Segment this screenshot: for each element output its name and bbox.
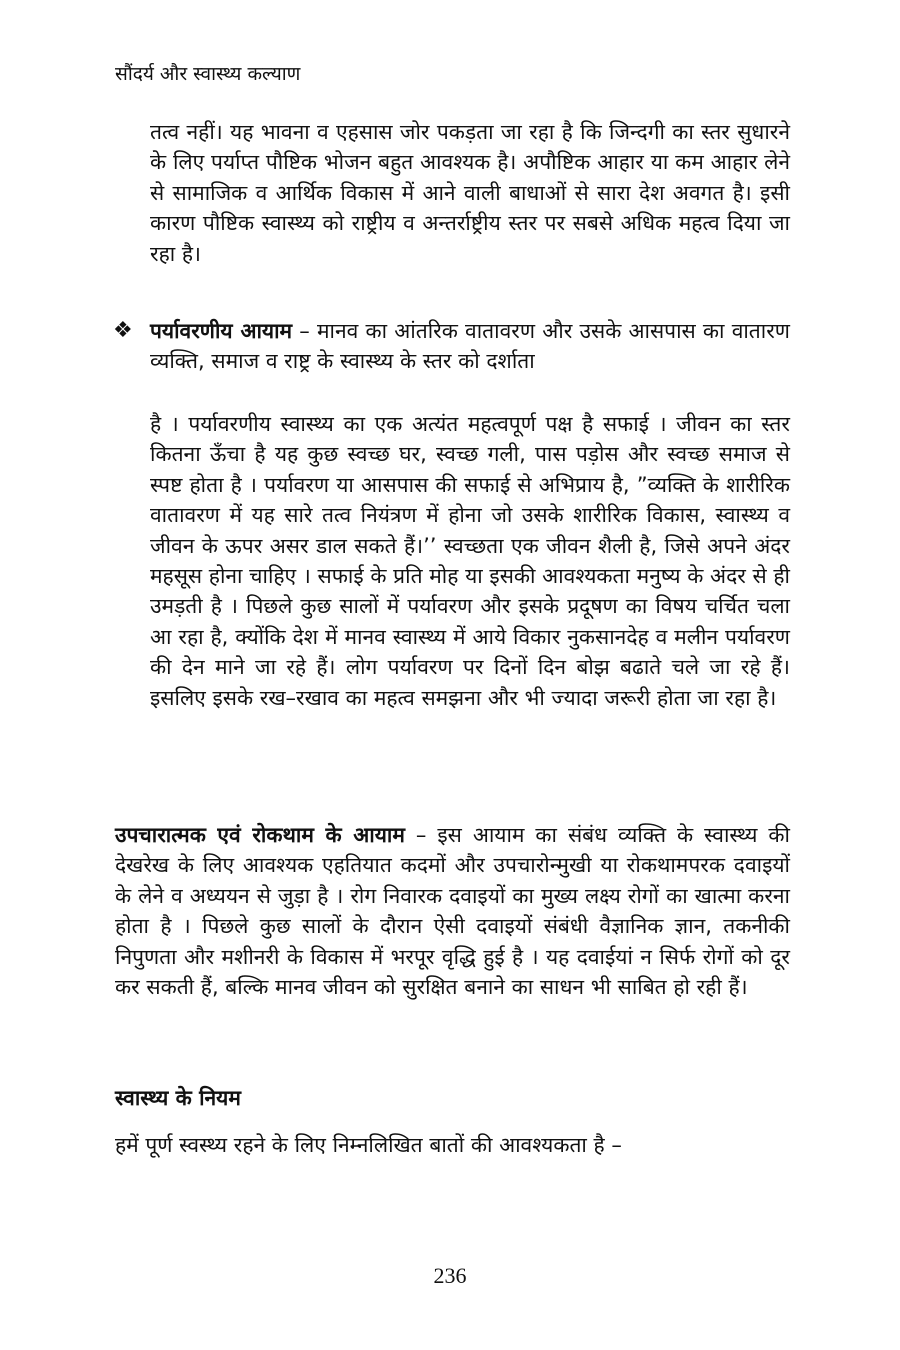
health-rules-heading: स्वास्थ्य के नियम bbox=[115, 1086, 241, 1110]
environmental-dimension-body: है । पर्यावरणीय स्वास्थ्य का एक अत्यंत महत्वपूर्ण पक्ष है सफाई । जीवन का स्तर कितना ऊँचा है यह कुछ स्वच्छ घर, स्वच्छ गली, पास पड़ोस और स्वच्छ समाज से स्पष्ट होता है । पर्यावरण या आसपास की सफाई से अभिप्राय है, ”व्यक्ति के शारीरिक वातावरण में यह सारे तत्व नियंत्रण में होना जो उसके शारीरिक विकास, स्वास्थ्य व जीवन के ऊपर असर डाल सकते हैं।’’ स्वच्छता एक जीवन शैली है, जिसे अपने अंदर महसूस होना चाहिए । सफाई के प्रति मोह या इसकी आवश्यकता मनुष्य के अंदर से ही उमड़ती है । पिछले कुछ सालों में पर्यावरण और इसके प्रदूषण का विषय चर्चित चला आ रहा है, क्योंकि देश में मानव स्वास्थ्य में आये विकार नुकसानदेह व मलीन पर्यावरण की देन माने जा रहे हैं। लोग पर्यावरण पर दिनों दिन बोझ बढाते चले जा रहे हैं। इसलिए इसके रख–रखाव का महत्व समझना और भी ज्यादा जरूरी होता जा रहा है। bbox=[150, 412, 790, 710]
page-number: 236 bbox=[433, 1263, 467, 1288]
diamond-bullet-icon: ❖ bbox=[113, 318, 133, 343]
environmental-dimension-intro bbox=[150, 316, 790, 377]
curative-dimension-title: उपचारात्मक एवं रोकथाम के आयाम bbox=[115, 823, 405, 847]
health-rules-intro: हमें पूर्ण स्वस्थ्य रहने के लिए निम्नलिखित बातों की आवश्यकता है – bbox=[115, 1133, 622, 1157]
nutrition-paragraph: तत्व नहीं। यह भावना व एहसास जोर पकड़ता जा रहा है कि जिन्दगी का स्तर सुधारने के लिए पर्याप्त पौष्टिक भोजन बहुत आवश्यक है। अपौष्टिक आहार या कम आहार लेने से सामाजिक व आर्थिक विकास में आने वाली बाधाओं से सारा देश अवगत है। इसी कारण पौष्टिक स्वास्थ्य को राष्ट्रीय व अन्तर्राष्ट्रीय स्तर पर सबसे अधिक महत्व दिया जा रहा है। bbox=[150, 120, 790, 266]
environmental-dimension-title: पर्यावरणीय आयाम bbox=[150, 319, 293, 343]
environmental-dimension-intro-text: – मानव का आंतरिक वातावरण और उसके आसपास का वातारण व्यक्ति, समाज व राष्ट्र के स्वास्थ्य के स्तर को दर्शाता bbox=[150, 319, 790, 374]
curative-dimension-text: – इस आयाम का संबंध व्यक्ति के स्वास्थ्य की देखरेख के लिए आवश्यक एहतियात कदमों और उपचारोन्मुखी या रोकथामपरक दवाइयों के लेने व अध्ययन से जुड़ा है । रोग निवारक दवाइयों का मुख्य लक्ष्य रोगों का खात्मा करना होता है । पिछले कुछ सालों के दौरान ऐसी दवाइयों संबंधी वैज्ञानिक ज्ञान, तकनीकी निपुणता और मशीनरी के विकास में भरपूर वृद्धि हुई है । यह दवाईयां न सिर्फ रोगों को दूर कर सकती हैं, बल्कि मानव जीवन को सुरक्षित बनाने का साधन भी साबित हो रही हैं। bbox=[115, 823, 790, 1000]
running-header: सौंदर्य और स्वास्थ्य कल्याण bbox=[115, 63, 301, 85]
curative-dimension-paragraph bbox=[115, 820, 790, 1002]
